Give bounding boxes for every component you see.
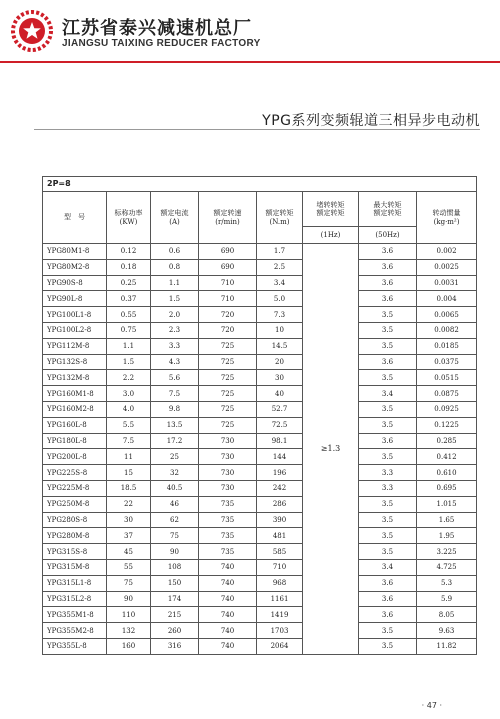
table-row: [43, 259, 477, 275]
cell-current: 4.3: [151, 354, 199, 370]
title-divider: [34, 129, 480, 130]
table-row: [43, 591, 477, 607]
cell-power: 30: [107, 512, 151, 528]
cell-max: 3.3: [359, 465, 417, 481]
cell-torque: 7.3: [257, 307, 303, 323]
cell-speed: 725: [199, 401, 257, 417]
cell-current: 1.5: [151, 291, 199, 307]
cell-current: 40.5: [151, 480, 199, 496]
cell-inertia: 11.82: [417, 638, 477, 654]
cell-model: YPG355M2-8: [43, 623, 107, 639]
cell-inertia: 5.3: [417, 575, 477, 591]
table-row: [43, 386, 477, 402]
cell-inertia: 0.0375: [417, 354, 477, 370]
cell-inertia: 1.015: [417, 496, 477, 512]
cell-torque: 585: [257, 544, 303, 560]
table-row: [43, 417, 477, 433]
cell-speed: 735: [199, 544, 257, 560]
cell-max: 3.6: [359, 591, 417, 607]
company-name-cn: 江苏省泰兴减速机总厂: [62, 18, 252, 39]
cell-model: YPG180L-8: [43, 433, 107, 449]
cell-max: 3.4: [359, 386, 417, 402]
cell-current: 2.0: [151, 307, 199, 323]
cell-current: 0.8: [151, 259, 199, 275]
header-stall: 堵转转矩 额定转矩: [303, 192, 359, 227]
cell-max: 3.5: [359, 401, 417, 417]
header-torque: 额定转矩 (N.m): [257, 192, 303, 244]
cell-model: YPG280S-8: [43, 512, 107, 528]
cell-speed: 740: [199, 623, 257, 639]
cell-current: 25: [151, 449, 199, 465]
header-power: 标称功率 (KW): [107, 192, 151, 244]
cell-max: 3.6: [359, 433, 417, 449]
cell-torque: 390: [257, 512, 303, 528]
cell-max: 3.5: [359, 512, 417, 528]
cell-power: 7.5: [107, 433, 151, 449]
table-body: [43, 244, 477, 655]
cell-inertia: 1.95: [417, 528, 477, 544]
cell-current: 7.5: [151, 386, 199, 402]
spec-table: [42, 176, 477, 655]
cell-speed: 725: [199, 386, 257, 402]
cell-power: 4.0: [107, 401, 151, 417]
cell-inertia: 0.1225: [417, 417, 477, 433]
cell-speed: 740: [199, 591, 257, 607]
cell-power: 3.0: [107, 386, 151, 402]
cell-power: 1.1: [107, 338, 151, 354]
cell-torque: 242: [257, 480, 303, 496]
cell-model: YPG315S-8: [43, 544, 107, 560]
cell-speed: 740: [199, 575, 257, 591]
cell-current: 32: [151, 465, 199, 481]
cell-current: 75: [151, 528, 199, 544]
cell-power: 2.2: [107, 370, 151, 386]
cell-max: 3.3: [359, 480, 417, 496]
header-inertia: 转动惯量 (kg·m²): [417, 192, 477, 244]
cell-torque: 30: [257, 370, 303, 386]
cell-speed: 735: [199, 528, 257, 544]
cell-max: 3.5: [359, 496, 417, 512]
header-model: 型 号: [43, 192, 107, 244]
cell-current: 260: [151, 623, 199, 639]
cell-speed: 735: [199, 512, 257, 528]
cell-model: YPG100L1-8: [43, 307, 107, 323]
cell-torque: 1.7: [257, 244, 303, 260]
cell-model: YPG100L2-8: [43, 322, 107, 338]
cell-inertia: 8.05: [417, 607, 477, 623]
cell-stall-ratio: ≥1.3: [303, 244, 359, 655]
cell-power: 1.5: [107, 354, 151, 370]
cell-inertia: 0.695: [417, 480, 477, 496]
table-row: [43, 354, 477, 370]
cell-torque: 14.5: [257, 338, 303, 354]
cell-model: YPG355M1-8: [43, 607, 107, 623]
cell-max: 3.6: [359, 291, 417, 307]
spec-table-container: [42, 176, 476, 655]
cell-max: 3.6: [359, 275, 417, 291]
table-row: [43, 575, 477, 591]
cell-max: 3.4: [359, 559, 417, 575]
cell-speed: 720: [199, 322, 257, 338]
cell-current: 46: [151, 496, 199, 512]
cell-torque: 3.4: [257, 275, 303, 291]
page-header: [0, 0, 500, 62]
cell-inertia: 3.225: [417, 544, 477, 560]
cell-speed: 725: [199, 338, 257, 354]
cell-model: YPG80M1-8: [43, 244, 107, 260]
cell-speed: 735: [199, 496, 257, 512]
cell-torque: 481: [257, 528, 303, 544]
cell-power: 0.12: [107, 244, 151, 260]
cell-torque: 20: [257, 354, 303, 370]
cell-power: 0.75: [107, 322, 151, 338]
cell-max: 3.5: [359, 322, 417, 338]
cell-inertia: 0.285: [417, 433, 477, 449]
table-row: [43, 623, 477, 639]
cell-speed: 730: [199, 465, 257, 481]
table-row: [43, 370, 477, 386]
cell-max: 3.5: [359, 544, 417, 560]
cell-current: 2.3: [151, 322, 199, 338]
cell-inertia: 0.0082: [417, 322, 477, 338]
cell-speed: 740: [199, 607, 257, 623]
cell-speed: 730: [199, 449, 257, 465]
cell-torque: 72.5: [257, 417, 303, 433]
cell-current: 13.5: [151, 417, 199, 433]
cell-max: 3.5: [359, 623, 417, 639]
cell-inertia: 1.65: [417, 512, 477, 528]
cell-torque: 10: [257, 322, 303, 338]
pole-label: 2P=8: [43, 177, 477, 192]
header-stall-unit: (1Hz): [303, 227, 359, 244]
table-header-row: [43, 192, 477, 227]
cell-power: 0.18: [107, 259, 151, 275]
cell-current: 90: [151, 544, 199, 560]
page-title: YPG系列变频辊道三相异步电动机: [262, 113, 480, 129]
table-row: [43, 244, 477, 260]
cell-torque: 196: [257, 465, 303, 481]
cell-power: 5.5: [107, 417, 151, 433]
cell-max: 3.6: [359, 607, 417, 623]
cell-model: YPG90S-8: [43, 275, 107, 291]
cell-current: 174: [151, 591, 199, 607]
cell-power: 0.37: [107, 291, 151, 307]
table-row: [43, 401, 477, 417]
cell-max: 3.6: [359, 575, 417, 591]
cell-model: YPG250M-8: [43, 496, 107, 512]
cell-current: 17.2: [151, 433, 199, 449]
cell-max: 3.6: [359, 244, 417, 260]
cell-inertia: 0.0065: [417, 307, 477, 323]
page-number: · 47 ·: [421, 701, 442, 710]
cell-current: 62: [151, 512, 199, 528]
table-row: [43, 322, 477, 338]
cell-model: YPG200L-8: [43, 449, 107, 465]
cell-current: 108: [151, 559, 199, 575]
cell-power: 160: [107, 638, 151, 654]
header-speed: 额定转速 (r/min): [199, 192, 257, 244]
cell-power: 22: [107, 496, 151, 512]
cell-power: 11: [107, 449, 151, 465]
table-row: [43, 338, 477, 354]
cell-torque: 968: [257, 575, 303, 591]
table-row: [43, 291, 477, 307]
cell-torque: 52.7: [257, 401, 303, 417]
cell-speed: 690: [199, 259, 257, 275]
cell-speed: 725: [199, 370, 257, 386]
cell-speed: 725: [199, 354, 257, 370]
cell-torque: 144: [257, 449, 303, 465]
table-row: [43, 512, 477, 528]
cell-model: YPG112M-8: [43, 338, 107, 354]
cell-max: 3.5: [359, 417, 417, 433]
cell-speed: 725: [199, 417, 257, 433]
cell-torque: 1419: [257, 607, 303, 623]
cell-inertia: 5.9: [417, 591, 477, 607]
header-max: 最大转矩 额定转矩: [359, 192, 417, 227]
cell-current: 9.8: [151, 401, 199, 417]
cell-torque: 5.0: [257, 291, 303, 307]
cell-model: YPG315L1-8: [43, 575, 107, 591]
table-row: [43, 544, 477, 560]
cell-power: 45: [107, 544, 151, 560]
cell-model: YPG90L-8: [43, 291, 107, 307]
cell-max: 3.6: [359, 259, 417, 275]
cell-speed: 740: [199, 638, 257, 654]
pole-row: [43, 177, 477, 192]
cell-speed: 710: [199, 275, 257, 291]
cell-model: YPG132M-8: [43, 370, 107, 386]
cell-inertia: 0.002: [417, 244, 477, 260]
table-row: [43, 307, 477, 323]
cell-inertia: 0.0031: [417, 275, 477, 291]
cell-current: 150: [151, 575, 199, 591]
cell-model: YPG80M2-8: [43, 259, 107, 275]
cell-model: YPG355L-8: [43, 638, 107, 654]
cell-model: YPG225S-8: [43, 465, 107, 481]
cell-current: 1.1: [151, 275, 199, 291]
table-row: [43, 449, 477, 465]
cell-torque: 2064: [257, 638, 303, 654]
cell-model: YPG225M-8: [43, 480, 107, 496]
cell-power: 0.55: [107, 307, 151, 323]
cell-speed: 740: [199, 559, 257, 575]
cell-current: 5.6: [151, 370, 199, 386]
table-row: [43, 638, 477, 654]
table-row: [43, 528, 477, 544]
header-current: 额定电流 (A): [151, 192, 199, 244]
cell-torque: 40: [257, 386, 303, 402]
cell-torque: 1161: [257, 591, 303, 607]
cell-power: 132: [107, 623, 151, 639]
cell-current: 316: [151, 638, 199, 654]
cell-power: 15: [107, 465, 151, 481]
cell-speed: 710: [199, 291, 257, 307]
cell-inertia: 0.0025: [417, 259, 477, 275]
cell-speed: 730: [199, 480, 257, 496]
cell-power: 0.25: [107, 275, 151, 291]
cell-max: 3.5: [359, 528, 417, 544]
cell-inertia: 0.0925: [417, 401, 477, 417]
table-row: [43, 559, 477, 575]
company-logo-icon: [10, 10, 54, 52]
cell-torque: 2.5: [257, 259, 303, 275]
cell-model: YPG160M1-8: [43, 386, 107, 402]
table-row: [43, 480, 477, 496]
cell-model: YPG280M-8: [43, 528, 107, 544]
cell-current: 3.3: [151, 338, 199, 354]
cell-power: 37: [107, 528, 151, 544]
cell-max: 3.5: [359, 370, 417, 386]
cell-inertia: 9.63: [417, 623, 477, 639]
table-row: [43, 433, 477, 449]
cell-torque: 98.1: [257, 433, 303, 449]
cell-max: 3.5: [359, 338, 417, 354]
cell-inertia: 0.0875: [417, 386, 477, 402]
cell-speed: 720: [199, 307, 257, 323]
table-row: [43, 607, 477, 623]
cell-model: YPG315M-8: [43, 559, 107, 575]
cell-inertia: 0.412: [417, 449, 477, 465]
cell-model: YPG160L-8: [43, 417, 107, 433]
cell-power: 75: [107, 575, 151, 591]
cell-max: 3.5: [359, 307, 417, 323]
cell-inertia: 0.0185: [417, 338, 477, 354]
cell-inertia: 0.0515: [417, 370, 477, 386]
cell-speed: 690: [199, 244, 257, 260]
cell-power: 18.5: [107, 480, 151, 496]
cell-inertia: 4.725: [417, 559, 477, 575]
cell-model: YPG315L2-8: [43, 591, 107, 607]
cell-power: 90: [107, 591, 151, 607]
table-row: [43, 465, 477, 481]
cell-inertia: 0.610: [417, 465, 477, 481]
table-row: [43, 275, 477, 291]
cell-model: YPG160M2-8: [43, 401, 107, 417]
cell-current: 0.6: [151, 244, 199, 260]
company-name-en: JIANGSU TAIXING REDUCER FACTORY: [62, 38, 261, 49]
cell-model: YPG132S-8: [43, 354, 107, 370]
cell-max: 3.5: [359, 449, 417, 465]
header-divider: [0, 61, 500, 63]
cell-current: 215: [151, 607, 199, 623]
header-max-unit: (50Hz): [359, 227, 417, 244]
cell-power: 55: [107, 559, 151, 575]
table-row: [43, 496, 477, 512]
cell-speed: 730: [199, 433, 257, 449]
cell-max: 3.5: [359, 638, 417, 654]
cell-power: 110: [107, 607, 151, 623]
cell-torque: 286: [257, 496, 303, 512]
cell-inertia: 0.004: [417, 291, 477, 307]
cell-torque: 1703: [257, 623, 303, 639]
cell-max: 3.6: [359, 354, 417, 370]
cell-torque: 710: [257, 559, 303, 575]
